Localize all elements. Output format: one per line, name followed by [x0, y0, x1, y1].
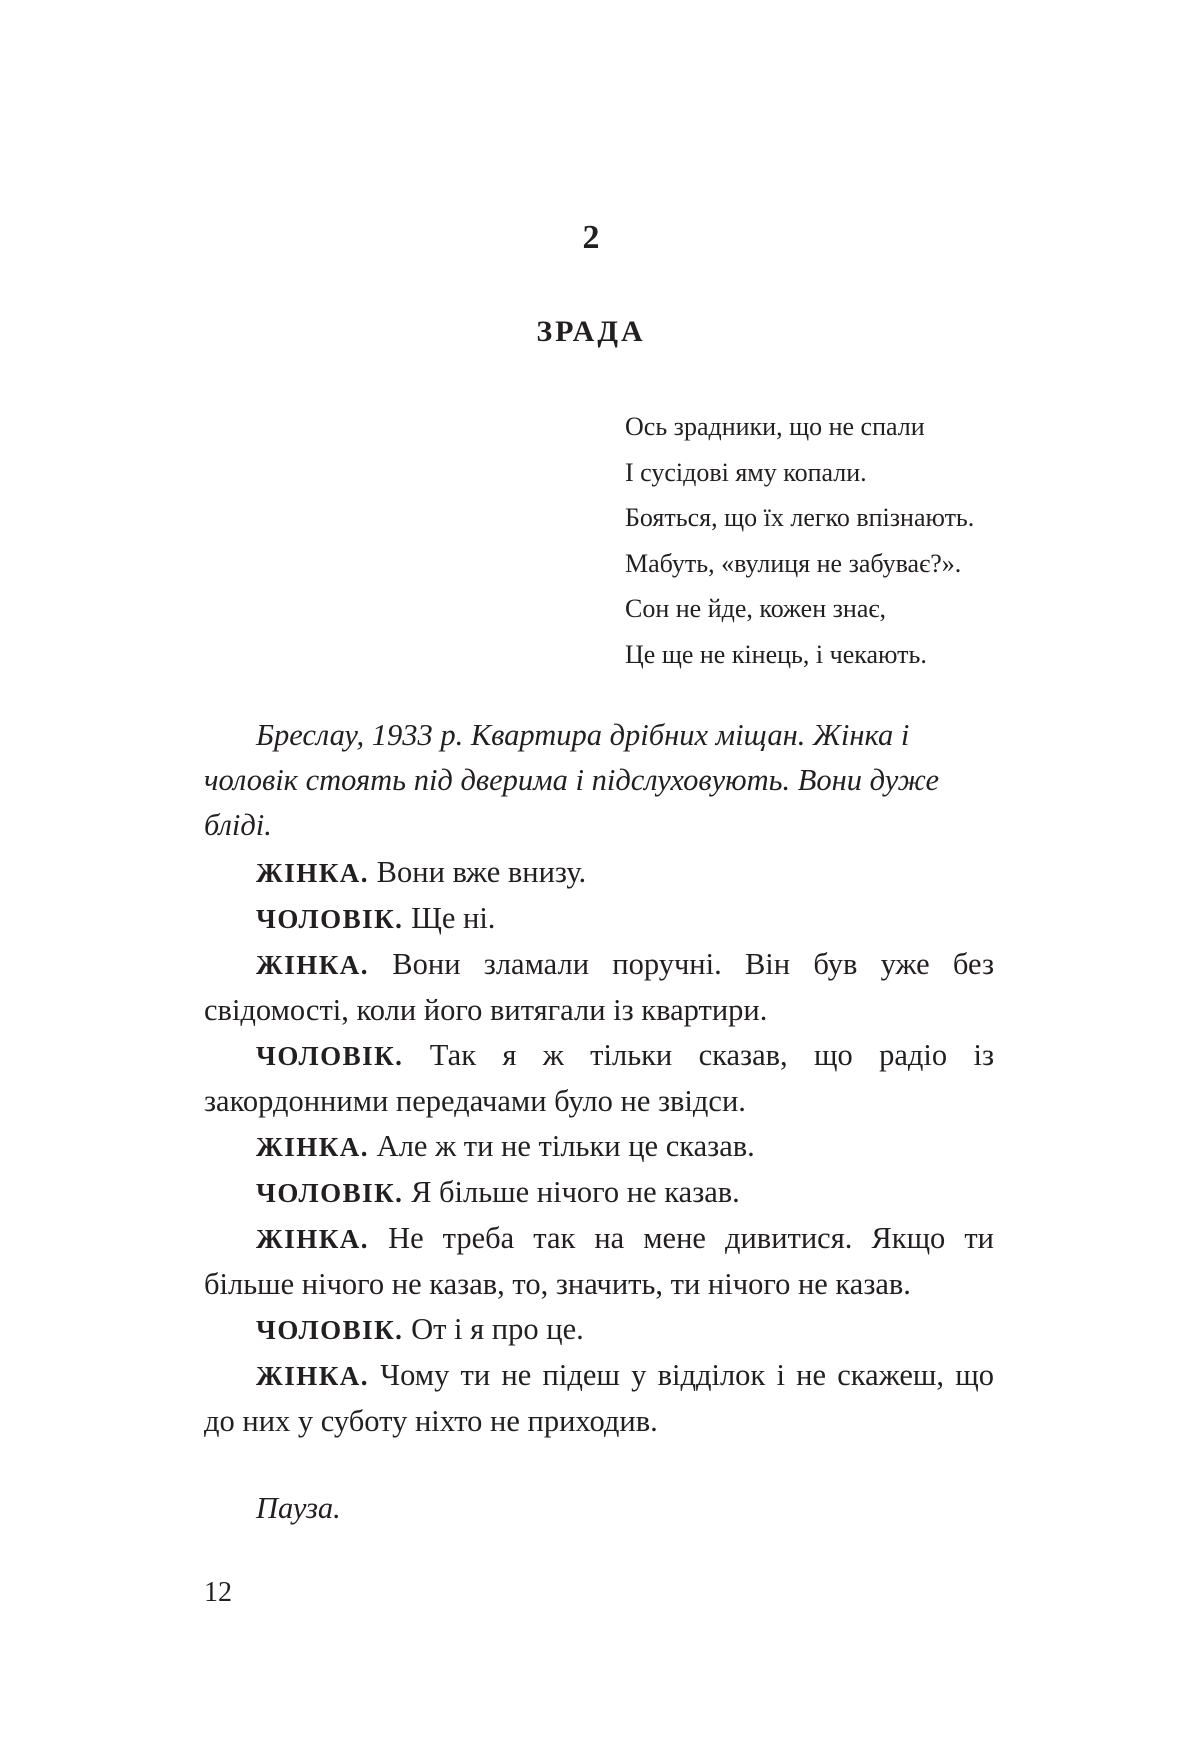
epigraph-line: Це ще не кінець, і чекають.: [625, 639, 927, 669]
line-text: Не треба так на мене дивитися. Якщо ти більше нічого не казав, то, значить, ти нічого не казав.: [204, 1221, 994, 1301]
dialogue-line: [204, 1216, 994, 1307]
dialogue-line: [204, 896, 994, 942]
dialogue-line: [204, 1353, 994, 1444]
line-text: Так я ж тільки сказав, що радіо із закордонними передачами було не звідси.: [204, 1038, 994, 1118]
dialogue-line: [204, 1033, 994, 1124]
line-text: От і я про це.: [403, 1312, 584, 1346]
speaker-name: ЖІНКА.: [256, 1132, 370, 1162]
dialogue-line: [204, 1124, 994, 1170]
speaker-name: ЧОЛОВІК.: [256, 904, 404, 934]
epigraph: [625, 404, 974, 678]
speaker-name: ЧОЛОВІК.: [256, 1315, 404, 1345]
epigraph-line: Мабуть, «вулиця не забуває?».: [625, 548, 962, 578]
speaker-name: ЖІНКА.: [256, 1224, 370, 1254]
dialogue-line: [204, 1307, 994, 1353]
dialogue-line: [204, 942, 994, 1033]
chapter-title: ЗРАДА: [536, 315, 646, 348]
speaker-name: ЖІНКА.: [256, 858, 370, 888]
speaker-name: ЧОЛОВІК.: [256, 1041, 404, 1071]
page-number: 12: [204, 1577, 232, 1608]
line-text: Вони вже внизу.: [369, 855, 587, 889]
epigraph-line: Ось зрадники, що не спали: [625, 412, 925, 441]
line-text: Чому ти не підеш у відділок і не скажеш, що до них у суботу ніхто не приходив.: [204, 1358, 994, 1438]
line-text: Але ж ти не тільки це сказав.: [369, 1129, 755, 1163]
epigraph-line: Бояться, що їх легко впізнають.: [625, 503, 975, 533]
stage-direction: Бреслау, 1933 р. Квартира дрібних міщан. Жінка і чоловік стоять під дверима і підслуховують. Вони дуже бліді.: [204, 718, 939, 842]
line-text: Я більше нічого не казав.: [403, 1175, 740, 1209]
dialogue: [204, 850, 994, 1444]
epigraph-line: Сон не йде, кожен знає,: [625, 594, 887, 624]
dialogue-line: [204, 1170, 994, 1216]
speaker-name: ЖІНКА.: [256, 1361, 370, 1391]
dialogue-line: [204, 850, 994, 896]
speaker-name: ЧОЛОВІК.: [256, 1178, 404, 1208]
line-text: Вони зламали поручні. Він був уже без свідомості, коли його витягали із квартири.: [204, 947, 994, 1027]
speaker-name: ЖІНКА.: [256, 950, 370, 980]
chapter-number: 2: [582, 219, 600, 256]
stage-direction-pause: Пауза.: [256, 1491, 341, 1525]
epigraph-line: І сусідові яму копали.: [625, 457, 867, 487]
line-text: Ще ні.: [403, 901, 496, 935]
